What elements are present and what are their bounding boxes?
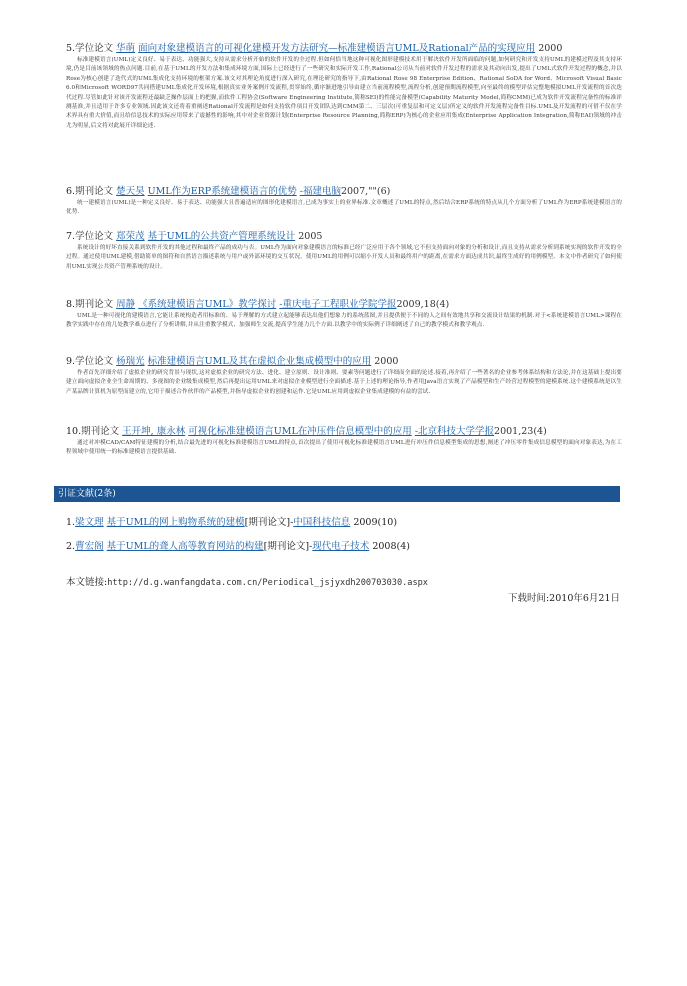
entry-author-link[interactable]: 华萌 [116, 43, 136, 54]
entry-author-link[interactable]: 周静 [116, 299, 136, 310]
entry-title-link[interactable]: UML作为ERP系统建模语言的优势 [147, 186, 297, 197]
entry-abstract: 通过对冲模CAD/CAM特征建模的分析,结合最先进的可视化标准建模语言UML的特点,首次提出了使用可视化标准建模语言UML进行冲压件信息模型集成的思想,阐述了冲压零件集成信息模型的面向对象表达,为在工程领域中使用统一的标准建模语言提供基础. [66, 440, 622, 456]
entry-number: 5. [66, 43, 76, 54]
citation-year: 2008(4) [372, 541, 410, 552]
entry-type: 学位论文 [75, 356, 114, 367]
entry-title-link[interactable]: 可视化标准建模语言UML在冲压件信息模型中的应用 [188, 426, 412, 437]
entry-year: 2007,""(6) [340, 186, 391, 197]
entry-journal-link[interactable]: -北京科技大学学报 [414, 426, 495, 437]
entry-number: 10. [66, 426, 82, 437]
entry-type: 学位论文 [75, 231, 114, 242]
entry-year: 2000 [538, 43, 563, 54]
article-link-line [66, 576, 428, 590]
citation-author-link[interactable]: 梁文理 [75, 517, 104, 528]
citation-journal-link[interactable]: 现代电子技术 [312, 541, 370, 552]
entry-heading [66, 230, 622, 243]
entry-journal-link[interactable]: -福建电脑 [299, 186, 341, 197]
citation-entry-1 [66, 516, 397, 529]
article-url-link[interactable]: http://d.g.wanfangdata.com.cn/Periodical_jsjyxdh200703030.aspx [107, 578, 428, 588]
entry-title-link[interactable]: 标准建模语言UML及其在虚拟企业集成模型中的应用 [147, 356, 372, 367]
entry-author-link[interactable]: 王开坤, 康永林 [122, 426, 186, 437]
citation-journal-link[interactable]: 中国科技信息 [293, 517, 351, 528]
entry-author-link[interactable]: 楚天昊 [116, 186, 145, 197]
entry-number: 7. [66, 231, 76, 242]
citation-entry-2 [66, 540, 410, 553]
entry-heading [66, 425, 622, 438]
citation-title-link[interactable]: 基于UML的网上购物系统的建模 [106, 517, 245, 528]
entry-author-link[interactable]: 郑荣茂 [116, 231, 145, 242]
entry-title-link[interactable]: 《系统建模语言UML》教学探讨 [138, 299, 277, 310]
entry-abstract: 系统设计的好坏直接关系到软件开发的其他过程和最终产品的成功与否。UML作为面向对象建模语言的标准已经广泛应用于各个领域,它不但支持面向对象的分析和设计,而且支持从需求分析到系统实现的软件开发的全过程。通过使用UML建模,借助简单的图符和自然语言描述系统与用户或外部环境的交互状况。使用UML的用例可以缩小开发人员和最终用户的距离,在需求方面达成共识,最终生成好的用例模型。本文中作者研究了如何使用UML实现公共资产管理系统的设计。 [66, 245, 622, 270]
reference-entry-8 [66, 298, 622, 331]
entry-number: 9. [66, 356, 76, 367]
entry-heading [66, 42, 622, 55]
entry-type: 期刊论文 [75, 299, 114, 310]
citations-section-header [54, 486, 620, 502]
entry-type: 期刊论文 [75, 186, 114, 197]
citation-number: 1. [66, 517, 76, 528]
reference-entry-10 [66, 425, 622, 458]
entry-abstract: 作者首先详细介绍了虚拟企业的研究背景与现状,这对虚拟企业的研究方法、进化、建立原则、设计准则、要素等问题进行了详细而全面的论述.接着,再介绍了一些著名的企业参考体系结构和方法论,并在这基础上提出要建立面向虚拟企业全生命周期的、多视图的企业级集成模型,然后再提出运用UML来对虚拟企业模型进行全面描述.基于上述的理论指导,作者用Java语言实现了产品模型和生产经营过程模型的建模系统.这个建模系统是以生产某品牌计算机为原型而建立的,它用于描述合作伙伴的产品模型,并指导虚拟企业的创建和运作.它是UML应用到虚拟企业集成建模的有益的尝试. [66, 370, 622, 395]
entry-title-link[interactable]: 基于UML的公共资产管理系统设计 [147, 231, 296, 242]
entry-journal-link[interactable]: -重庆电子工程职业学院学报 [279, 299, 397, 310]
entry-number: 6. [66, 186, 76, 197]
entry-abstract: UML是一种可视化的建模语言,它能让系统构造者用标准的、易于理解的方式建立起能够表达出他们想象力的系统蓝图,并且提供便于不同的人之间有效地共享和交流设计结果的机制.对于<系统建模语言UML>课程在教学实践中存在的几处教学难点进行了分析讲解,并从注重教学模式、加强师生交流,提高学生能力几个方面.以教学中的实际例子详细阐述了自己的教学模式和教学观点. [66, 313, 622, 329]
citation-title-link[interactable]: 基于UML的聋人高等教育网站的构建 [106, 541, 264, 552]
entry-abstract: 标准建模语言(UML)定义良好、易于表达、功能强大,支持从需求分析开始的软件开发的全过程.但如何恰当地这种可视化图形建模技术用于解决软件开发所面临的问题,如何研究和开发支持UML的建模过程及其支持环境,仍是目前该领域的热点问题.目前,在基于UML的开发方法和集成环境方面,国际上已经进行了一些研究和实际开发工作,Rational公司从当前对软件开发过程的需求及其动向出发,提出了UML式软件开发过程的概念,并以Rose为核心创建了迭代式的UML集成化支持环境的框架方案.该文对其理论角度进行深入研究,在理论研究的指导下,由Rational Rose 98 Enterprise Edition、Rational SoDA for Word、Microsoft Visual Basic 6.0和Microsoft WORD97共同搭建UML集成化开发环境,根据真实业务案例开发流程,贯穿始终,循序渐进地引导由建立当前流程模型,流程分析,创建预期流程模型,向至最终的模型评估完整地模拟UML开发流程的首次迭代过程.尽管如此针对该开发流程还最缺乏操作层面上的把握,而软件工程协会(Software Engineering Institute,简称SEI)的性能完备模型(Capability Maturity Model,简称CMM)已成为软件开发流程完备性的标准评测基准,并且适用于许多专业领域.因此该文还将着重阐述Rational开发流程是如何支持软件项目开发团队达到CMM第二、三层次(可重复层和可定义层)所定义的软件开发流程完备性目标.UML及开发流程的可借不仅在学术界具有重大价值,而且给信息技术的实际应用带来了震撼性的影响,其中对企业资源计划(Enterprise Resource Planning,简称ERP)为核心的企业应用集成(Enterprise Application Integration,简称EAI)领域的冲击尤为明显,后文将对此展开详细论述. [66, 57, 622, 129]
entry-year: 2009,18(4) [396, 299, 450, 310]
citation-year: 2009(10) [353, 517, 398, 528]
entry-author-link[interactable]: 杨瑞光 [116, 356, 145, 367]
entry-type: 期刊论文 [81, 426, 120, 437]
entry-type: 学位论文 [75, 43, 114, 54]
citation-author-link[interactable]: 曹宏阁 [75, 541, 104, 552]
reference-entry-9 [66, 355, 622, 397]
reference-entry-5 [66, 42, 622, 131]
section-title: 引证文献(2条) [58, 489, 116, 499]
entry-year: 2001,23(4) [494, 426, 547, 437]
citation-type: [期刊论文]- [263, 541, 313, 552]
entry-abstract: 统一建模语言(UML)是一种定义良好、易于表达、功能强大且普遍适应的图形化建模语言,已成为事实上的业界标准.文章概述了UML的特点,然后结合ERP系统的特点从几个方面分析了UML作为ERP系统建模语言的优势. [66, 200, 622, 216]
entry-heading [66, 298, 622, 311]
article-link-label: 本文链接: [66, 577, 108, 588]
reference-entry-7 [66, 230, 622, 272]
entry-title-link[interactable]: 面向对象建模语言的可视化建模开发方法研究—标准建模语言UML及Rational产品的实现应用 [138, 43, 536, 54]
entry-heading [66, 185, 622, 198]
entry-year: 2005 [298, 231, 323, 242]
entry-year: 2000 [374, 356, 399, 367]
entry-number: 8. [66, 299, 76, 310]
reference-entry-6 [66, 185, 622, 218]
citation-number: 2. [66, 541, 76, 552]
download-time: 下载时间:2010年6月21日 [507, 593, 620, 604]
entry-heading [66, 355, 622, 368]
citation-type: [期刊论文]- [244, 517, 294, 528]
